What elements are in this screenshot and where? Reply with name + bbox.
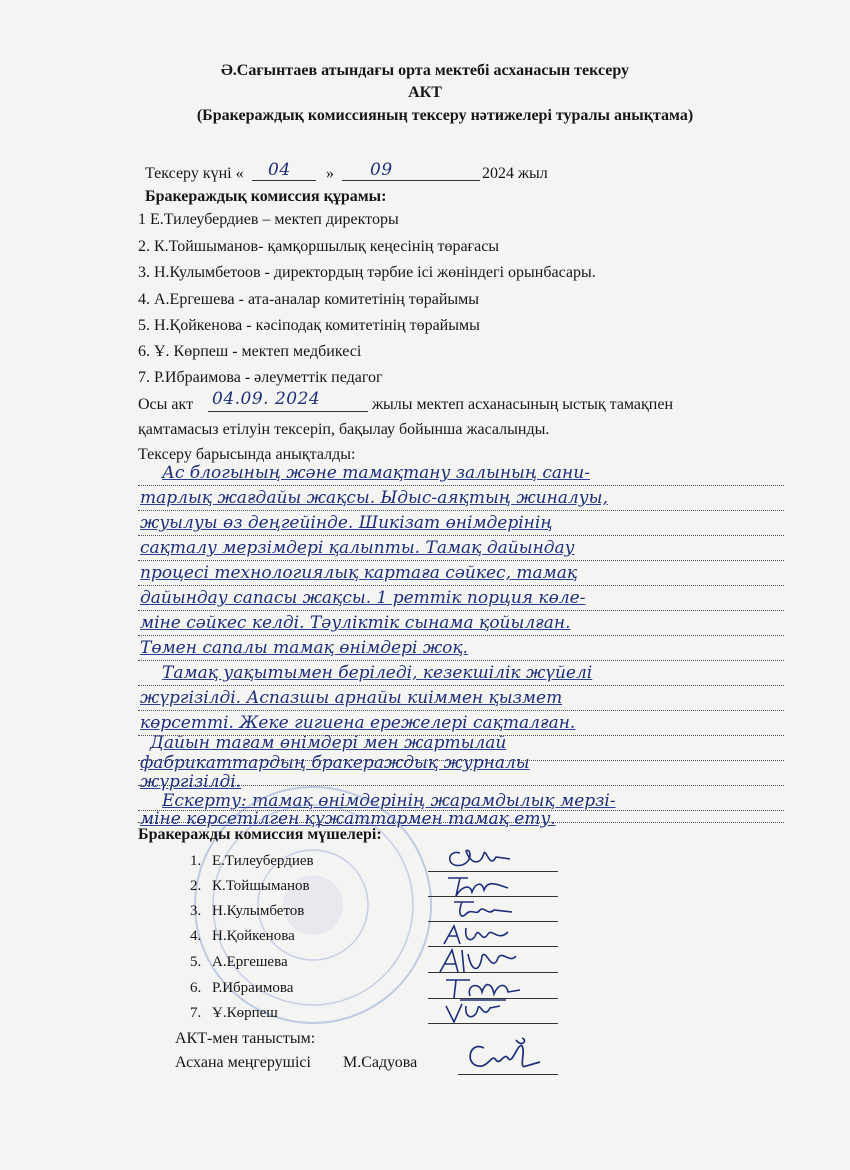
member-number: 6.	[190, 980, 202, 996]
handwritten-line: жүргізілді. Аспазшы арнайы киіммен қызмет	[140, 688, 563, 708]
act-line2: қамтамасыз етілуін тексеріп, бақылау бойынша жасалынды.	[138, 421, 550, 438]
members-heading: Бракеражды комиссия мүшелері:	[138, 826, 382, 843]
commission-item: 1 Е.Тилеубердиев – мектеп директоры	[138, 211, 399, 228]
handwritten-line: Ескерту: тамақ өнімдерінің жарамдылық мерзі-	[162, 791, 616, 811]
handwritten-line: міне сәйкес келді. Тәуліктік сынама қойылған.	[140, 613, 571, 633]
commission-item: 4. А.Ергешева - ата-аналар комитетінің төрайымы	[138, 291, 479, 308]
ruled-line	[138, 560, 784, 561]
ruled-line	[138, 685, 784, 686]
handwritten-line: дайындау сапасы жақсы. 1 реттік порция көле-	[140, 588, 586, 608]
handwritten-line: Тамақ уақытымен беріледі, кезекшілік жүйелі	[162, 663, 593, 683]
handwritten-line: сақталу мерзімдері қалыпты. Тамақ дайындау	[140, 538, 575, 558]
date-label: Тексеру күні «	[145, 165, 244, 182]
handwritten-line: Дайын тағам өнімдері мен жартылай	[150, 733, 507, 753]
document-subtitle: (Бракераждық комиссияның тексеру нәтижелері туралы анықтама)	[196, 107, 694, 124]
ruled-line	[138, 535, 784, 536]
handwritten-line: Ас блогының және тамақтану залының сани-	[162, 463, 590, 483]
act-suffix: жылы мектеп асханасының ыстық тамақпен	[372, 396, 674, 413]
findings-label: Тексеру барысында анықталды:	[138, 446, 356, 463]
date-month: 09	[370, 160, 393, 180]
handwritten-line: жуылуы өз деңгейінде. Шикізат өнімдерінің	[140, 513, 553, 533]
date-day: 04	[268, 160, 291, 180]
handwritten-line: тарлық жағдайы жақсы. Ыдыс-аяқтың жиналуы,	[140, 488, 608, 508]
member-row	[190, 1005, 278, 1022]
manager-name: М.Садуова	[343, 1054, 418, 1071]
commission-item: 3. Н.Кулымбетоов - директордың тәрбие ісі жөніндегі орынбасары.	[138, 264, 596, 281]
commission-heading: Бракераждық комиссия құрамы:	[145, 188, 387, 205]
member-row	[190, 853, 314, 870]
commission-item: 2. К.Тойшыманов- қамқоршылық кеңесінің төрағасы	[138, 238, 500, 255]
date-month-blank	[342, 160, 480, 181]
date-mid: »	[326, 165, 334, 182]
handwritten-line: міне көрсетілген құжаттармен тамақ ету.	[140, 809, 556, 829]
act-date: 04.09. 2024	[212, 389, 321, 409]
school-heading: Ә.Сағынтаев атындағы орта мектебі асханасын тексеру	[220, 62, 630, 79]
member-number: 1.	[190, 853, 202, 869]
member-name: А.Ергешева	[212, 954, 288, 970]
handwritten-line: фабрикаттардың бракераждық журналы	[140, 753, 530, 773]
member-row	[190, 954, 288, 971]
handwritten-line: көрсетті. Жеке гигиена ережелері сақталған.	[140, 713, 576, 733]
ruled-line	[138, 635, 784, 636]
manager-role: Асхана меңгерушісі	[175, 1054, 311, 1071]
commission-item: 6. Ұ. Көрпеш - мектеп медбикесі	[138, 343, 362, 360]
commission-item: 5. Н.Қойкенова - кәсіподақ комитетінің төрайымы	[138, 317, 480, 334]
date-year: 2024 жыл	[482, 165, 548, 182]
signature-icon	[440, 996, 510, 1026]
member-number: 5.	[190, 954, 202, 970]
handwritten-line: жүргізілді.	[140, 772, 242, 792]
member-number: 2.	[190, 878, 202, 894]
member-row	[190, 928, 295, 945]
ruled-line	[138, 710, 784, 711]
member-row	[190, 878, 310, 895]
member-name: Н.Қойкенова	[212, 928, 295, 944]
member-number: 3.	[190, 903, 202, 919]
commission-item: 7. Р.Ибраимова - әлеуметтік педагог	[138, 369, 383, 386]
member-name: К.Тойшыманов	[212, 878, 310, 894]
signature-icon	[456, 1036, 546, 1076]
ruled-line	[138, 510, 784, 511]
member-name: Ұ.Көрпеш	[212, 1005, 278, 1021]
act-prefix: Осы акт	[138, 396, 194, 413]
date-line	[145, 165, 244, 183]
member-name: Е.Тилеубердиев	[212, 853, 314, 869]
member-name: Р.Ибраимова	[212, 980, 294, 996]
document-title: АКТ	[408, 84, 442, 101]
ruled-line	[138, 585, 784, 586]
acquainted-label: АКТ-мен таныстым:	[175, 1030, 316, 1047]
member-number: 4.	[190, 928, 202, 944]
handwritten-line: Төмен сапалы тамақ өнімдері жоқ.	[140, 638, 469, 658]
ruled-line	[138, 485, 784, 486]
handwritten-line: процесі технологиялық картаға сәйкес, тамақ	[140, 563, 578, 583]
member-row	[190, 980, 293, 997]
ruled-line	[138, 610, 784, 611]
ruled-line	[138, 660, 784, 661]
member-name: Н.Кулымбетов	[212, 903, 305, 919]
member-number: 7.	[190, 1005, 202, 1021]
member-row	[190, 903, 304, 920]
